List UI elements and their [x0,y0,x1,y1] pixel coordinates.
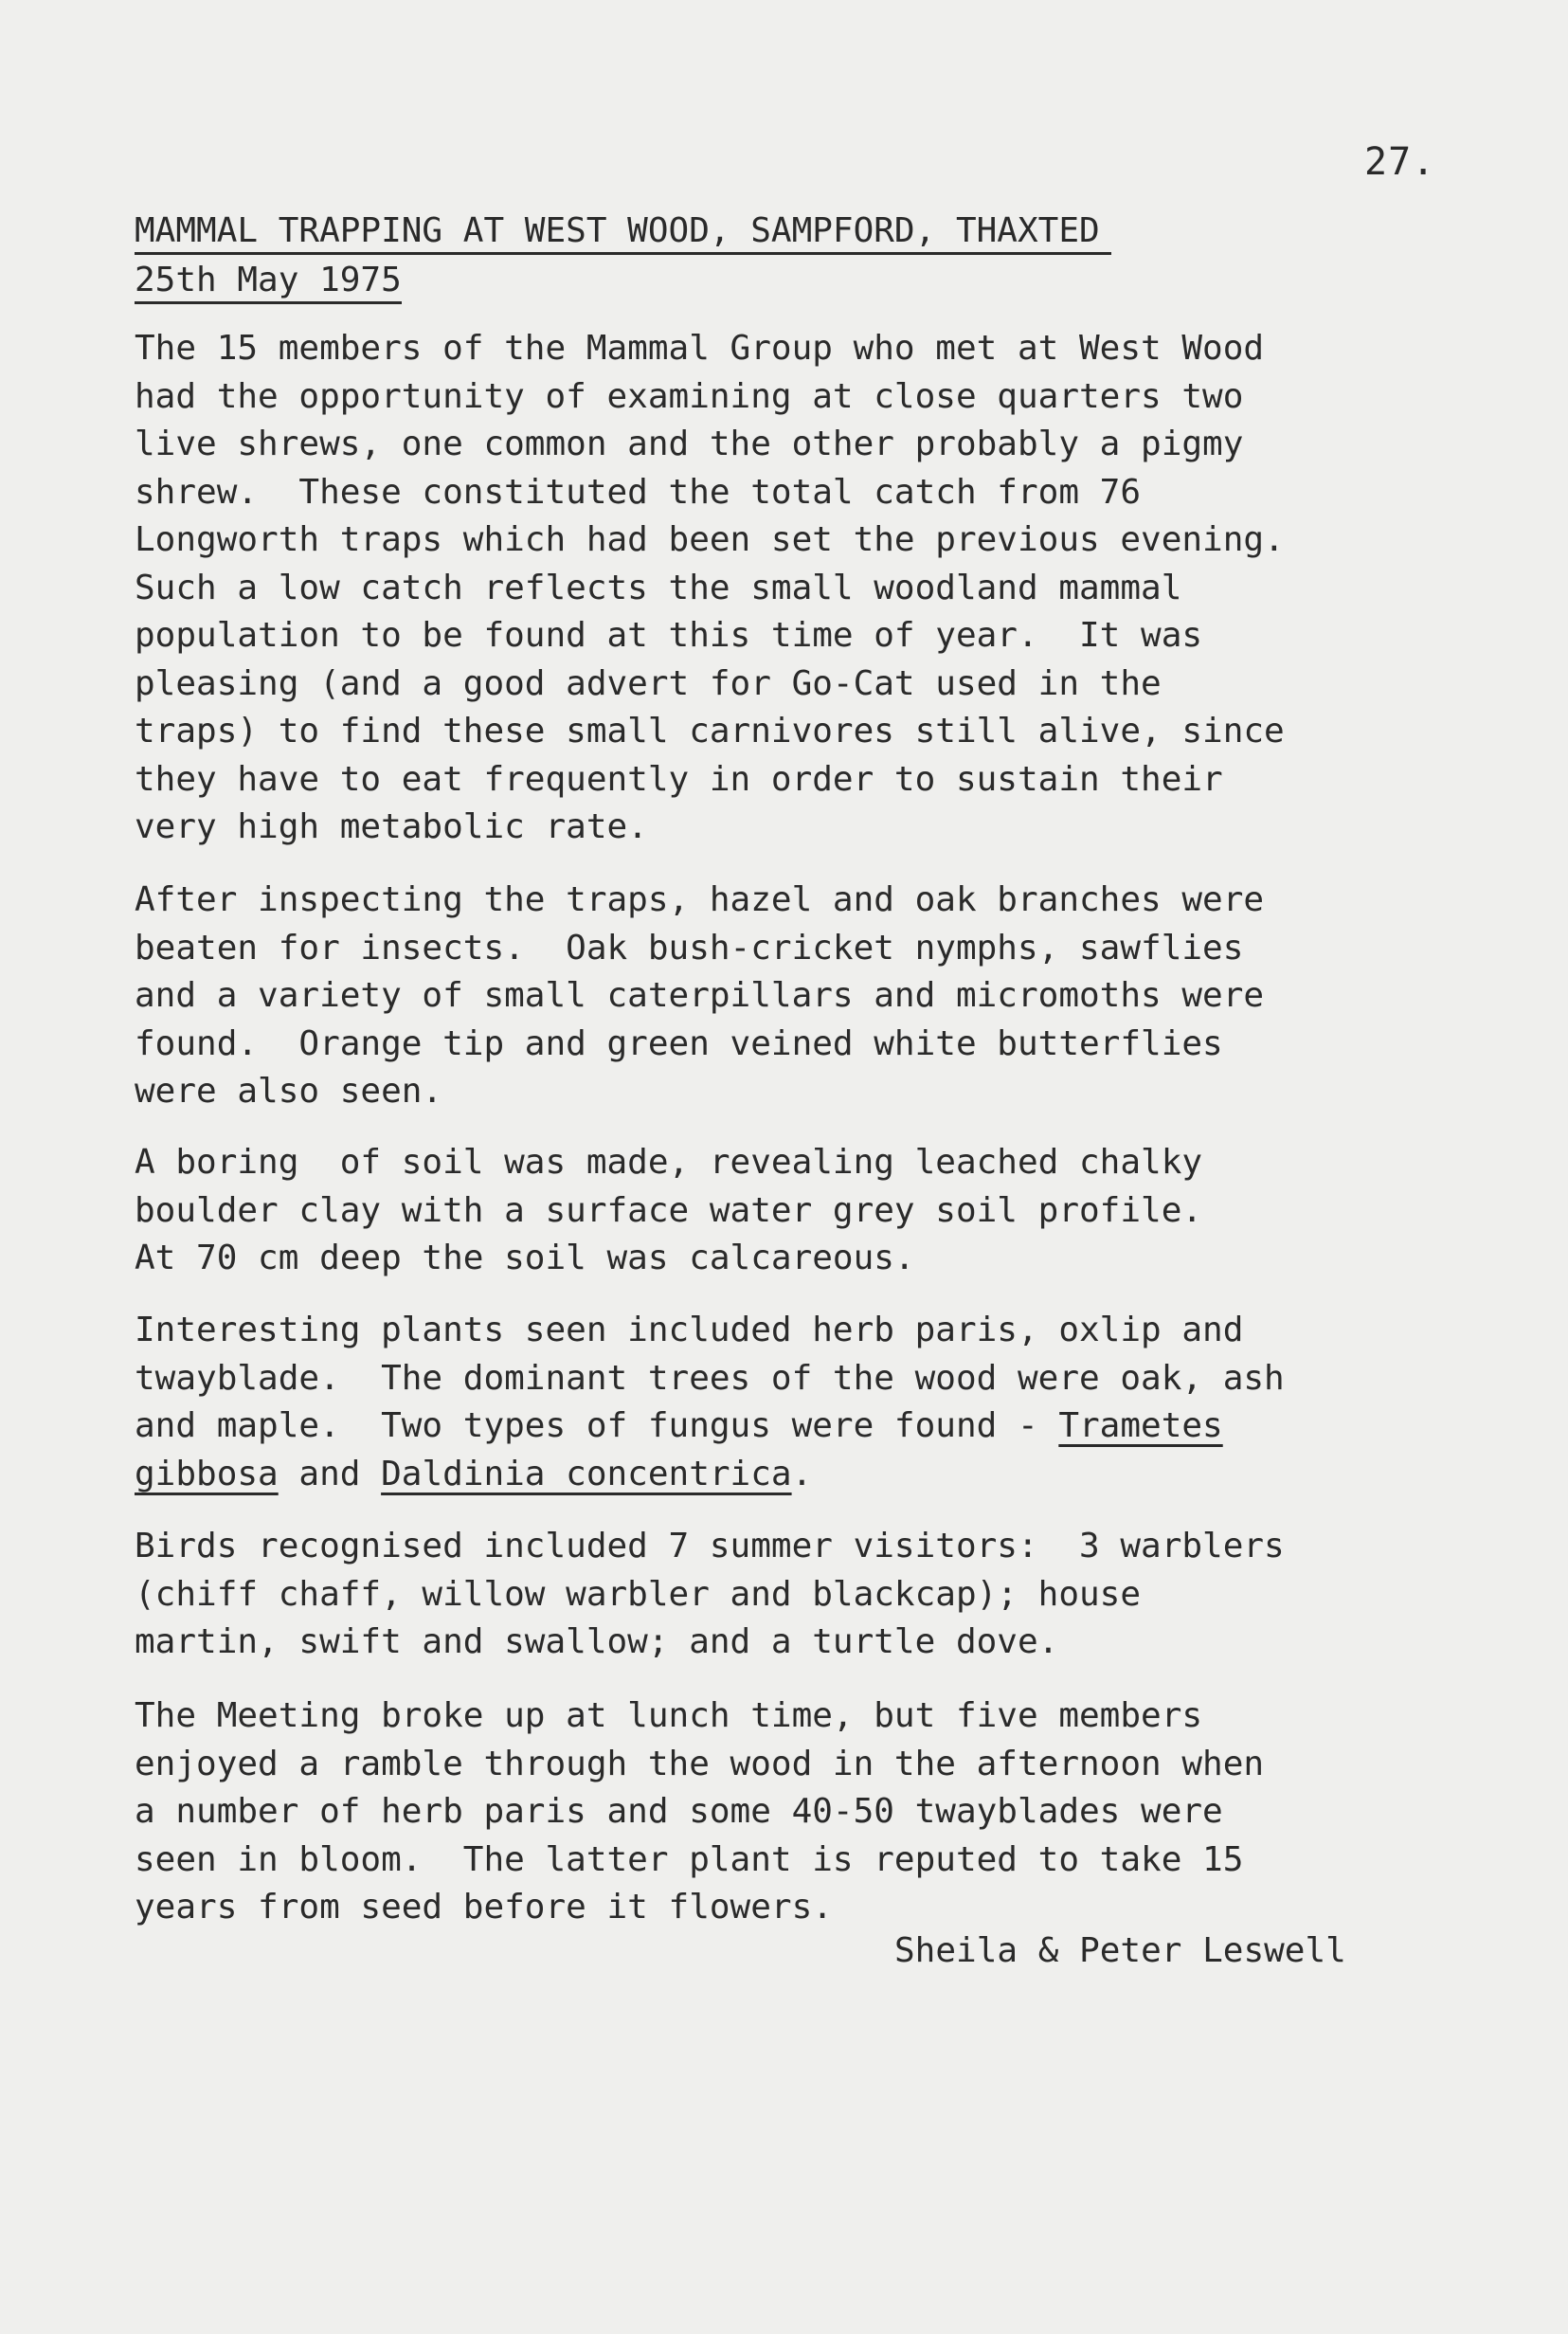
paragraph-birds [135,1523,1480,1667]
text-line: shrew. These constituted the total catch from 76 [135,472,1142,512]
text-line: years from seed before it flowers. [135,1888,833,1927]
author-signature: Sheila & Peter Leswell [894,1931,1346,1970]
text-line: enjoyed a ramble through the wood in the afternoon when [135,1744,1265,1783]
text-segment: and [278,1454,382,1493]
text-line: very high metabolic rate. [135,807,648,846]
text-line [135,1451,1480,1499]
text-line: After inspecting the traps, hazel and oak branches were [135,880,1265,919]
text-line: The 15 members of the Mammal Group who met at West Wood [135,329,1265,368]
text-line: a number of herb paris and some 40-50 twayblades were [135,1792,1223,1831]
paragraph-soil [135,1139,1480,1283]
text-line: The Meeting broke up at lunch time, but five members [135,1696,1203,1735]
text-line: had the opportunity of examining at close quarters two [135,376,1244,416]
text-line: A boring of soil was made, revealing leached chalky [135,1143,1203,1182]
species-name-trametes: Trametes [1058,1406,1223,1445]
text-line: live shrews, one common and the other probably a pigmy [135,425,1244,463]
text-line [135,1402,1480,1451]
text-line: (chiff chaff, willow warbler and blackcap); house [135,1574,1142,1614]
text-line: beaten for insects. Oak bush-cricket nymphs, sawflies [135,928,1244,968]
text-line: Such a low catch reflects the small woodland mammal [135,568,1182,607]
text-line: and a variety of small caterpillars and micromoths were [135,976,1265,1015]
title-heading: MAMMAL TRAPPING AT WEST WOOD, SAMPFORD, THAXTED [135,210,1111,255]
text-line: traps) to find these small carnivores still alive, since [135,712,1285,751]
article-title [135,207,1111,305]
text-segment: and maple. Two types of fungus were found - [135,1406,1059,1445]
paragraph-shrews [135,325,1480,852]
text-line: boulder clay with a surface water grey soil profile. [135,1190,1203,1230]
title-date: 25th May 1975 [135,260,402,304]
paragraph-ramble [135,1692,1480,1932]
text-line: Longworth traps which had been set the previous evening. [135,520,1285,559]
text-line: twayblade. The dominant trees of the wood were oak, ash [135,1358,1285,1398]
text-line: found. Orange tip and green veined white butterflies [135,1023,1223,1063]
text-line: population to be found at this time of year. It was [135,616,1203,655]
text-segment: . [791,1454,813,1493]
text-line: pleasing (and a good advert for Go-Cat used in the [135,663,1162,703]
text-line: they have to eat frequently in order to sustain their [135,759,1223,799]
paragraph-plants [135,1307,1480,1498]
species-name-daldinia: Daldinia concentrica [381,1454,792,1493]
text-line: seen in bloom. The latter plant is reputed to take 15 [135,1839,1244,1879]
text-line: martin, swift and swallow; and a turtle dove. [135,1622,1059,1661]
text-line: Birds recognised included 7 summer visitors: 3 warblers [135,1527,1285,1565]
text-line: were also seen. [135,1072,443,1111]
species-name-gibbosa: gibbosa [135,1454,279,1493]
page-number: 27. [1364,140,1436,184]
paragraph-insects [135,877,1480,1116]
text-line: Interesting plants seen included herb paris, oxlip and [135,1311,1244,1349]
text-line: At 70 cm deep the soil was calcareous. [135,1239,915,1277]
